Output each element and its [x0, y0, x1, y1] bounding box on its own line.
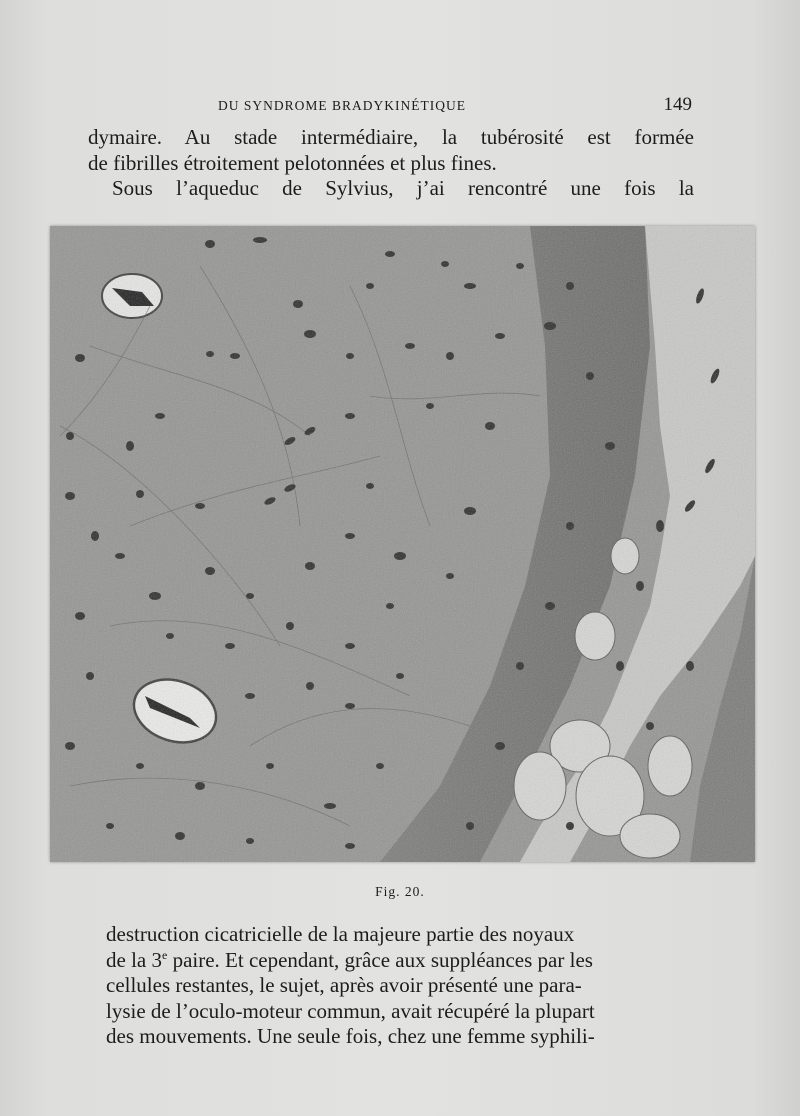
text-fragment: de la 3: [106, 947, 162, 972]
histology-figure: [50, 226, 755, 862]
text-fragment: paire. Et cependant, grâce aux suppléances par les: [167, 947, 593, 972]
figure-caption: Fig. 20.: [375, 884, 425, 899]
text-line: de fibrilles étroitement pelotonnées et plus fines.: [88, 150, 497, 175]
superscript: e: [161, 947, 168, 962]
bottom-paragraph: [106, 922, 712, 1050]
running-title: DU SYNDROME BRADYKINÉTIQUE: [218, 98, 466, 113]
running-head: [88, 94, 694, 118]
page-number: 149: [663, 94, 692, 115]
text-line: [106, 948, 712, 974]
top-paragraph: [88, 125, 694, 202]
text-line: cellules restantes, le sujet, après avoir présenté une para-: [106, 973, 582, 997]
text-line: dymaire. Au stade intermédiaire, la tubérosité est formée: [88, 125, 694, 149]
text-line: Sous l’aqueduc de Sylvius, j’ai rencontré une fois la: [112, 176, 694, 200]
text-line: des mouvements. Une seule fois, chez une femme syphili-: [106, 1024, 595, 1048]
text-line: destruction cicatricielle de la majeure partie des noyaux: [106, 922, 575, 946]
print-grain: [50, 226, 755, 862]
histology-illustration: [50, 226, 755, 862]
text-line: lysie de l’oculo-moteur commun, avait récupéré la plupart: [106, 998, 595, 1023]
